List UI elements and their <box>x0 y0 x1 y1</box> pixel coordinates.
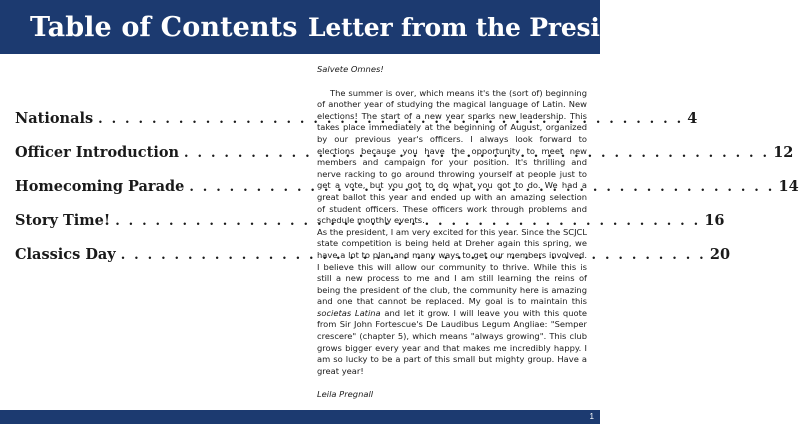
toc-entry-nationals[interactable] <box>15 110 698 144</box>
letter-salutation: Salvete Omnes! <box>317 64 384 74</box>
toc-entry-homecoming-parade[interactable] <box>15 178 799 212</box>
toc-entry-classics-day[interactable] <box>15 246 731 280</box>
toc-entry-page: 12 <box>773 144 794 161</box>
header-bar <box>0 0 663 54</box>
letter-paragraph-1: The summer is over, which means it's the (sort of) beginning of another year of studying the magical language of Latin. New elections! The start of a new year sparks new leadership. This takes place immediately at the beginning of August, organized by our previous year's officers. I always look forward to elections because you have the opportunity to meet new members and campaign for your position. It's thrilling and nerve racking to go around throwing yourself at people just to get a vote, but you got to do what you got to do. We had a great ballot this year and ended up with an amazing selection of student officers. These officers work through problems and schedule monthly events. <box>317 87 587 226</box>
toc-entry-label: Classics Day <box>15 246 116 263</box>
toc-entry-label: Nationals <box>15 110 94 127</box>
toc-entry-label: Homecoming Parade <box>15 178 185 195</box>
toc-title: Table of Contents <box>30 12 298 43</box>
letter-title: Letter from the President <box>308 13 663 42</box>
latin-phrase: societas Latina <box>317 307 381 318</box>
letter-paragraph-2-text-end: and let it grow. I will leave you with this quote from Sir John Fortescue's De Laudibus Legum Angliae: "Semper crescere" (chapter 5), which means "always growing". This club grows bigger every year and that makes me incredibly happy. I am so lucky to be a part of this small but mighty group. Have a great year! <box>317 307 587 376</box>
toc-entry-page: 14 <box>778 178 799 195</box>
letter-paragraph-2-text: As the president, I am very excited for this year. Since the SCJCL state competition is being held at Dreher again this spring, we have a lot to plan and many ways to get our members involved. I believe this will allow our community to thrive. While this is still a new process to me and I am still learning the reins of being the president of the club, the community here is amazing and one that cannot be replaced. My goal is to maintain this <box>317 226 587 307</box>
letter-signature: Leila Pregnall <box>317 389 374 400</box>
president-letter <box>317 64 587 401</box>
page-number: 1 <box>589 412 594 421</box>
toc-entry-page: 4 <box>687 110 698 127</box>
toc-entry-officer-introduction[interactable] <box>15 144 794 178</box>
toc-entry-page: 16 <box>704 212 725 229</box>
toc-entry-label: Officer Introduction <box>15 144 180 161</box>
letter-paragraph-2 <box>317 227 587 378</box>
toc-entry-label: Story Time! <box>15 212 111 229</box>
toc-entry-story-time[interactable] <box>15 212 725 246</box>
toc-entry-page: 20 <box>709 246 731 263</box>
footer-bar <box>0 410 600 424</box>
